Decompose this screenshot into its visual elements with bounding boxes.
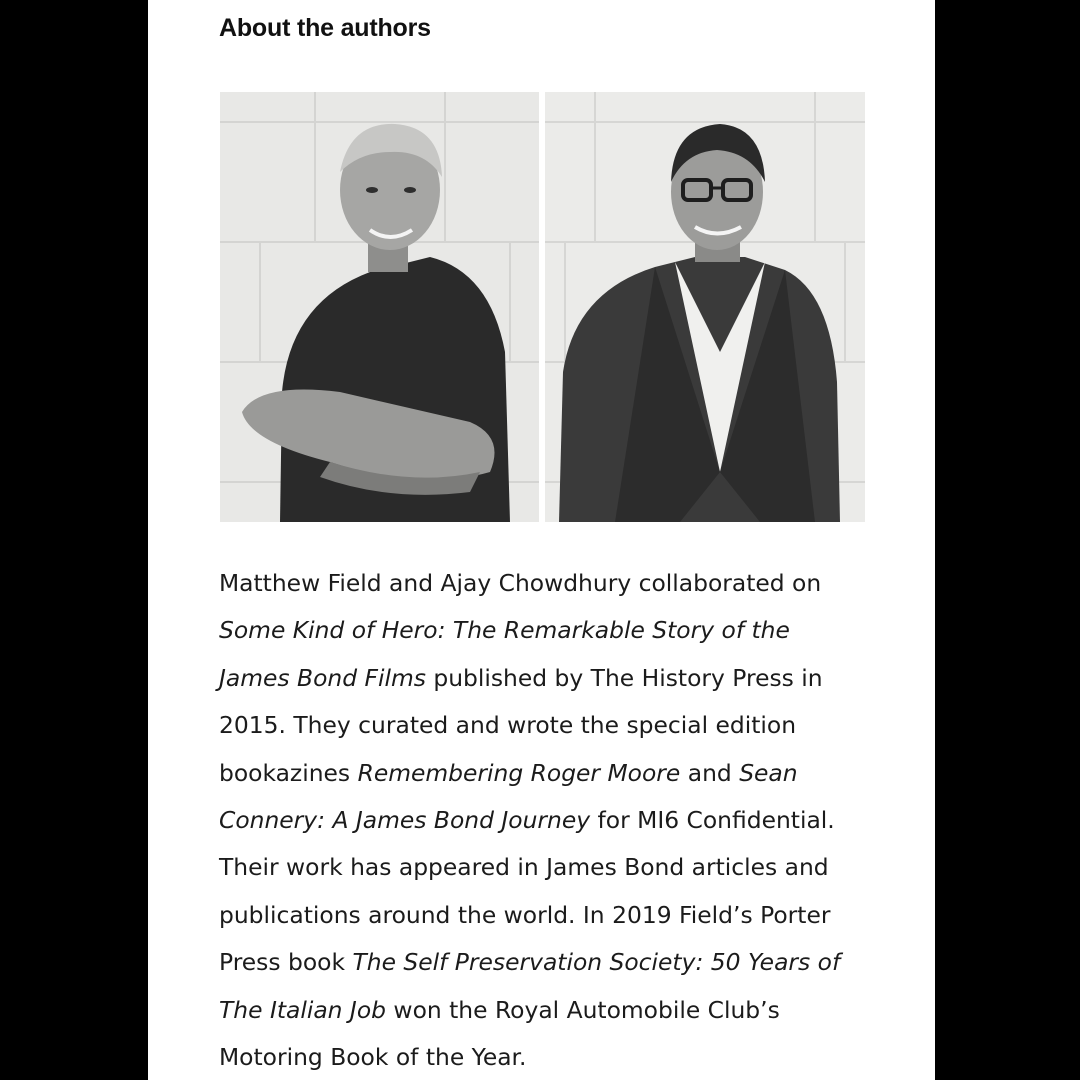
bio-text: publications around the world. In 2019 Field’s Porter: [219, 900, 831, 929]
bio-title-text: The Italian Job: [219, 995, 386, 1024]
author-photo-ajay-chowdhury: [545, 92, 865, 522]
author-photo-matthew-field: [220, 92, 539, 522]
bio-title-text: Connery: A James Bond Journey: [219, 806, 591, 835]
bio-text: bookazines: [219, 758, 358, 787]
bio-line: [219, 655, 879, 702]
bio-text: and: [680, 758, 740, 787]
bio-title-text: Some Kind of Hero: The Remarkable Story of the: [219, 616, 790, 645]
article-card: [148, 0, 935, 1080]
bio-line: [219, 892, 879, 939]
bio-line: [219, 939, 879, 986]
bio-title-text: James Bond Films: [219, 663, 426, 692]
bio-text: published by The History Press in: [425, 663, 823, 692]
bio-line: [219, 702, 879, 749]
bio-text: Motoring Book of the Year.: [219, 1043, 527, 1072]
bio-title-text: The Self Preservation Society: 50 Years of: [352, 948, 841, 977]
bio-text: Press book: [219, 948, 353, 977]
author-photo-left-illustration: [220, 92, 539, 522]
bio-line: [219, 560, 879, 607]
bio-text: won the Royal Automobile Club’s: [386, 995, 780, 1024]
bio-line: [219, 797, 879, 844]
bio-text: for MI6 Confidential.: [590, 806, 835, 835]
section-title: About the authors: [219, 14, 431, 42]
author-bio: [219, 560, 879, 1080]
bio-title-text: Remembering Roger Moore: [357, 758, 681, 787]
bio-line: [219, 750, 879, 797]
bio-text: Their work has appeared in James Bond articles and: [219, 853, 829, 882]
bio-text: Matthew Field and Ajay Chowdhury collaborated on: [219, 569, 822, 597]
bio-line: [219, 607, 879, 654]
bio-line: [219, 1034, 879, 1080]
bio-text: 2015. They curated and wrote the special edition: [219, 711, 797, 740]
bio-line: [219, 987, 879, 1034]
bio-title-text: Sean: [739, 758, 798, 787]
author-photo-right-illustration: [545, 92, 865, 522]
bio-line: [219, 844, 879, 891]
